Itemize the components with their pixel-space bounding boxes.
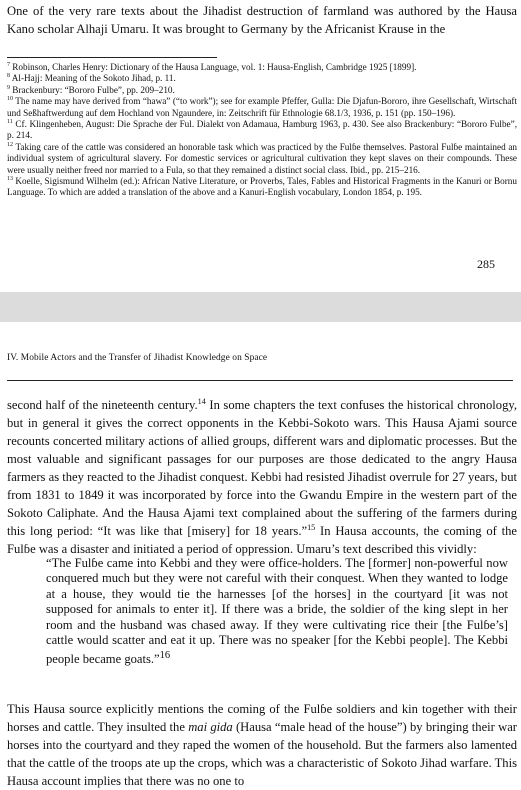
text-run: This Hausa source explicitly mentions the coming of the Fulɓe soldiers and kin together with their horses and cattle. They insulted the [7,702,517,734]
text-run: (Hausa “male head of the house”) by bringing their war horses into the courtyard and they raped the women of the household. But the farmers also lamented that the cattle of the troops ate up the crops, which was a characteristic of Sokoto Jihad warfare. This Hausa account implies that there was no one to [7,720,517,788]
paragraph-text [7,700,517,790]
footnote-ref: 16 [159,650,171,662]
footnote-number: 10 [7,96,13,103]
footnote [7,176,517,199]
italic-term: mai gida [188,720,233,734]
footnote-text: Brackenbury: “Bororo Fulbe”, pp. 209–210. [12,84,175,95]
body-paragraph [7,2,517,38]
page-top [0,0,521,292]
footnotes [7,62,517,199]
footnote [7,85,517,96]
footnote [7,73,517,84]
footnote-number: 7 [7,61,10,68]
text-run: In Hausa accounts, the coming of the Fulɓe was a disaster and initiated a period of oppression. Umaru’s text described this vividly: [7,524,517,556]
footnote-text: Robinson, Charles Henry: Dictionary of the Hausa Language, vol. 1: Hausa-English, Cambridge 1925 [1899]. [12,62,417,72]
footnote-number: 11 [7,118,13,125]
page-number: 285 [477,257,495,271]
footnote-text: Cf. Klingenheben, August: Die Sprache der Ful. Dialekt von Adamaua, Hamburg 1963, p. 430. See also Brackenbury: “Bororo Fulbe”, p. 214. [7,119,518,141]
running-head: IV. Mobile Actors and the Transfer of Jihadist Knowledge on Space [7,353,268,363]
footnote-text: Koelle, Sigismund Wilhelm (ed.): African Native Literature, or Proverbs, Tales, Fables and Historical Fragments in the Kanuri or Bornu Language. To which are added a translation of the above and a Kanuri-English vocabulary, London 1854, p. 195. [7,176,517,198]
quote-text [46,556,508,668]
paragraph-text: One of the very rare texts about the Jihadist destruction of farmland was authored by the Hausa Kano scholar Alhaji Umaru. It was brought to Germany by the Africanist Krause in the [7,4,517,36]
text-run: In some chapters the text confuses the historical chronology, but in general it gives the correct opponents in the Kebbi-Sokoto wars. This Hausa Ajami source recounts concerted military actions of allied groups, different wars and diplomatic processes. But the most valuable and significant passages for our purposes are those dedicated to the angry Hausa farmers as they reacted to the Jihadist conquest. Kebbi had resisted Jihadist overrule for 27 years, but from 1831 to 1849 it was incorporated by force into the Gwandu Empire in the western part of the Sokoto Caliphate. And the Hausa Ajami text complained about the suffering of the farmers during this long period: “It was like that [misery] for 18 years.” [7,398,517,538]
page-gap [0,292,521,322]
footnote-number: 8 [7,73,10,80]
footnote-number: 9 [7,84,10,91]
footnote-text: Al-Hajj: Meaning of the Sokoto Jihad, p. 11. [11,73,176,84]
page-bottom [0,322,521,790]
footnote [7,96,517,119]
header-rule [7,380,513,381]
paragraph-text [7,396,517,558]
body-paragraph [7,700,517,790]
quote-run: “The Fulɓe came into Kebbi and they were office-holders. The [former] non-powerful now conquered much but they were not careful with their conquest. When they wanted to lodge at a house, they would tie the harnesses [of the horses] in the courtyard [it was not supposed for animals to enter it]. If there was a bride, the soldier of the king slept in her room and the husband was chased away. If they were cultivating rice their [the Fulɓe’s] cattle would scatter and eat it up. There was no speaker [for the Kebbi people]. The Kebbi people became goats.” [46,556,508,667]
block-quote [46,556,508,668]
body-paragraph [7,396,517,558]
footnote [7,142,517,176]
footnote-rule [7,57,217,58]
footnote-number: 13 [7,176,13,182]
text-run: second half of the nineteenth century. [7,398,198,412]
footnote-text: The name may have derived from “hawa” (“to work”); see for example Pfeffer, Gulla: Die Djafun-Bororo, ihre Gesellschaft, Wirtschaft und Seßhaftwerdung auf dem Hochland von Ngaundere, in: Zeitschrift für Ethnologie 68.1/3, 1936, p. 151 (pp. 150–196). [7,96,518,118]
footnote-ref: 14 [197,396,206,406]
footnote-text: Taking care of the cattle was considered an honorable task which was practiced by the Fulɓe themselves. Pastoral Fulɓe maintained an individual system of agricultural slavery. For domestic services or agricultural cultivation they kept slaves on their compounds. These were usually neither freed nor married to a Fula, so that they remained a distinct social class. Ibid., pp. 215–216. [7,141,517,175]
footnote [7,62,517,73]
footnote-ref: 15 [307,522,316,532]
footnote-number: 12 [7,141,13,148]
footnote [7,119,517,142]
